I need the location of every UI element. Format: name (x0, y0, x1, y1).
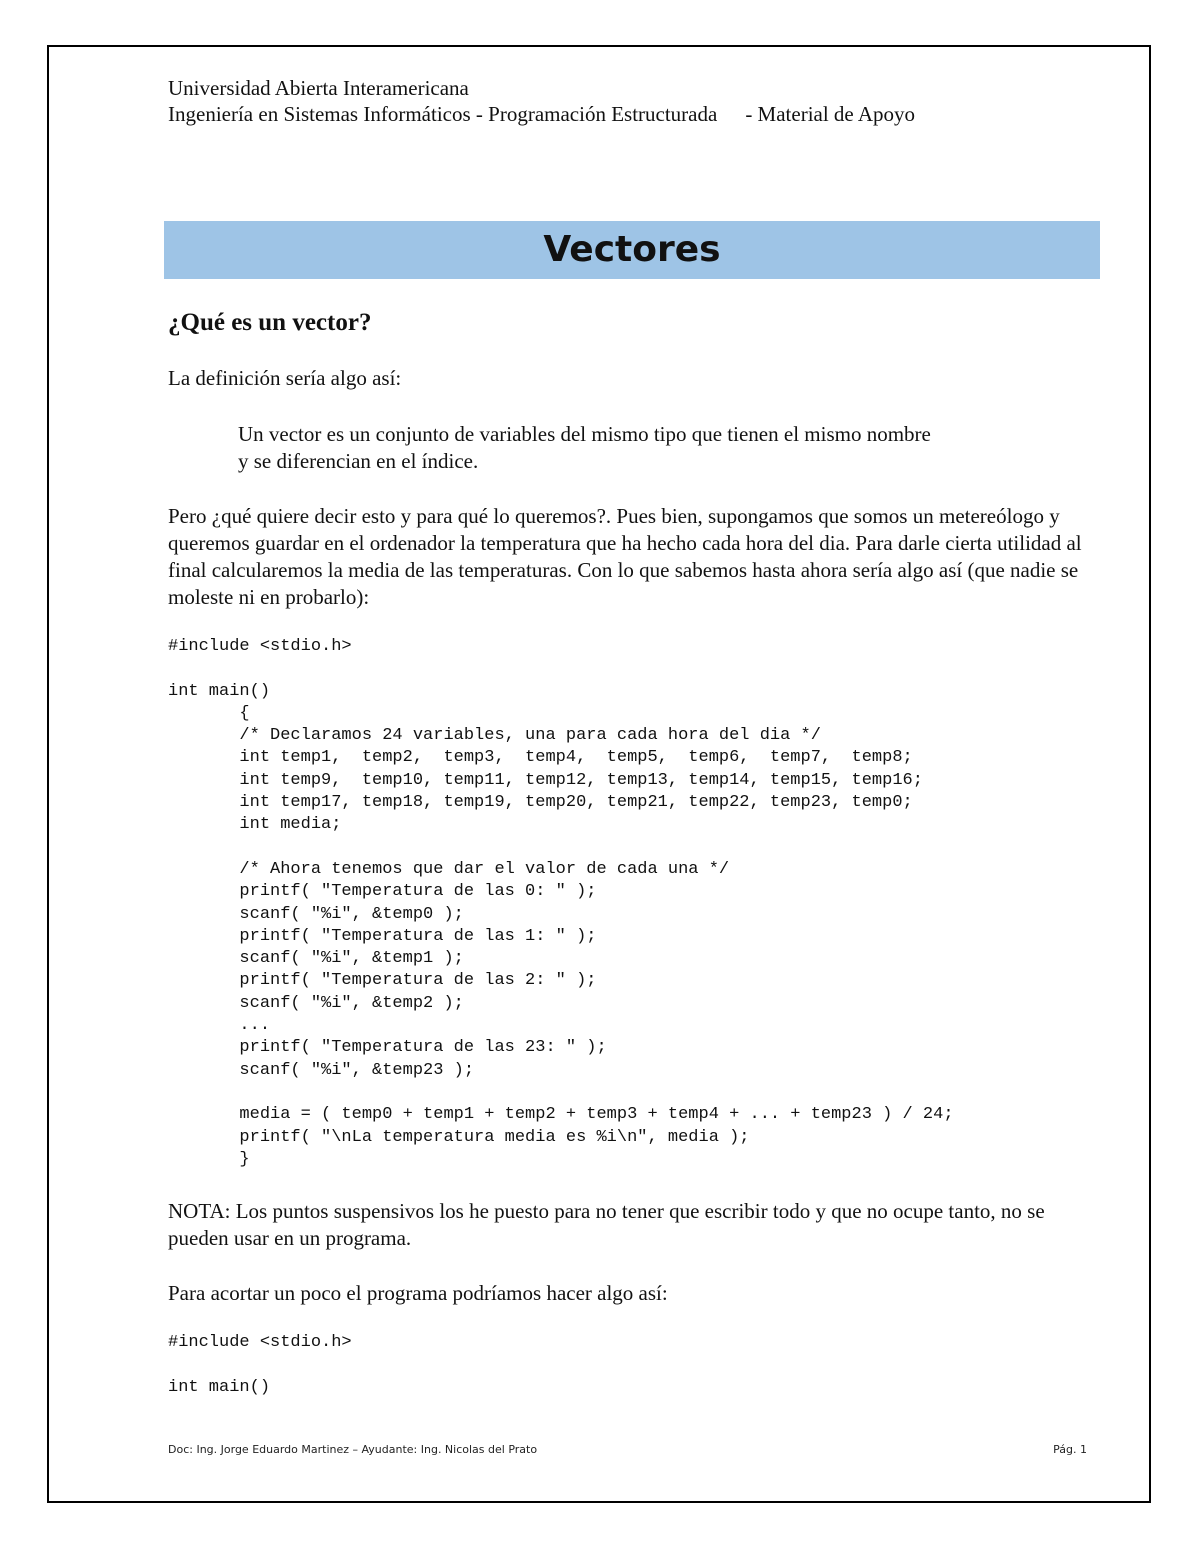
code-block-temperatures: #include <stdio.h> int main() { /* Declaramos 24 variables, una para cada hora del dia */ int temp1, temp2, temp3, temp4, temp5, temp6, temp7, temp8; int temp9, temp10, temp11, temp12, temp13, temp14, temp15, temp16; int temp17, temp18, temp19, temp20, temp21, temp22, temp23, temp0; int media; /* Ahora tenemos que dar el valor de cada una */ printf( "Temperatura de las 0: " ); scanf( "%i", &temp0 ); printf( "Temperatura de las 1: " ); scanf( "%i", &temp1 ); printf( "Temperatura de las 2: " ); scanf( "%i", &temp2 ); ... printf( "Temperatura de las 23: " ); scanf( "%i", &temp23 ); media = ( temp0 + temp1 + temp2 + temp3 + temp4 + ... + temp23 ) / 24; printf( "\nLa temperatura media es %i\n", media ); } (168, 637, 954, 1169)
page-title: Vectores (543, 229, 721, 270)
code-main-line: int main() (168, 1378, 271, 1397)
explanation-paragraph: Pero ¿qué quiere decir esto y para qué lo queremos?. Pues bien, supongamos que somos un metereólogo y queremos guardar en el ordenador la temperatura que ha hecho cada hora del dia. Para darle cierta utilidad al final calcularemos la media de las temperaturas. Con lo que sabemos hasta ahora sería algo así (que nadie se moleste ni en probarlo): (168, 504, 1082, 609)
section-heading: ¿Qué es un vector? (168, 309, 372, 336)
code-include-line: #include <stdio.h> (168, 1333, 352, 1352)
header-course-tail: - Material de Apoyo (745, 102, 916, 126)
intro-text: La definición sería algo así: (168, 366, 402, 390)
footer-page-number: Pág. 1 (1053, 1443, 1087, 1456)
header-course-main: Ingeniería en Sistemas Informáticos - Programación Estructurada (168, 102, 718, 126)
footer-authors: Doc: Ing. Jorge Eduardo Martinez – Ayudante: Ing. Nicolas del Prato (168, 1443, 538, 1456)
quote-line-2: y se diferencian en el índice. (238, 449, 479, 473)
header-course (168, 101, 915, 127)
header-university: Universidad Abierta Interamericana (168, 76, 469, 100)
document-page (47, 45, 1151, 1503)
quote-line-1: Un vector es un conjunto de variables del mismo tipo que tienen el mismo nombre (238, 422, 931, 446)
title-banner (164, 221, 1100, 279)
shorten-intro: Para acortar un poco el programa podríamos hacer algo así: (168, 1281, 668, 1305)
definition-quote (238, 421, 931, 475)
note-paragraph: NOTA: Los puntos suspensivos los he puesto para no tener que escribir todo y que no ocupe tanto, no se pueden usar en un programa. (168, 1199, 1045, 1250)
